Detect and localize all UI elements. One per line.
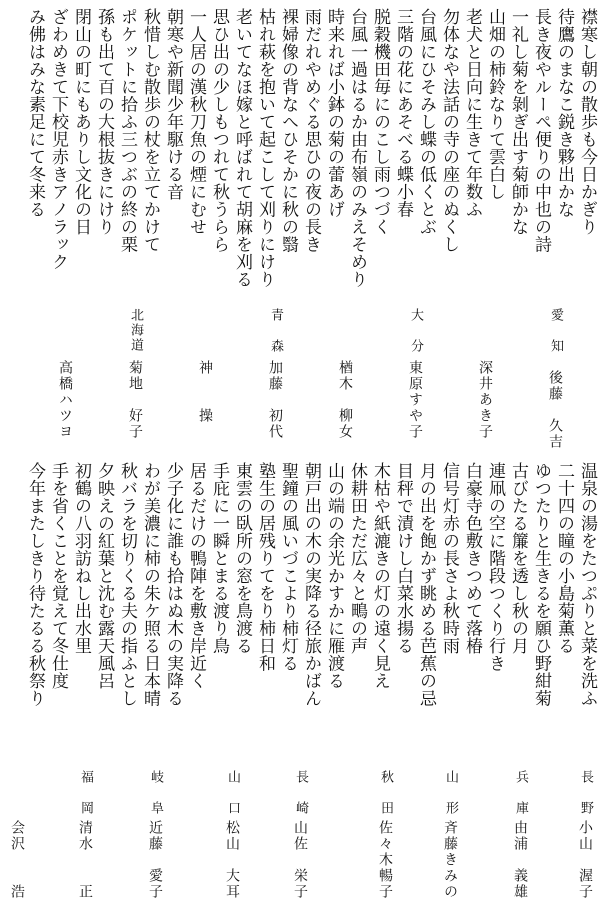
haiku-line: 老いてなほ嫁と呼ばれて胡麻を刈る (232, 8, 252, 288)
author-prefecture: 長野 (578, 770, 593, 832)
haiku-line: 初鶴の八羽訪ねし出水里 (71, 462, 91, 655)
haiku-line: 山畑の柿鈴なりて雲白し (485, 8, 505, 201)
haiku-line: 白豪寺色敷きつめて落椿 (462, 462, 482, 655)
haiku-line: 襟寒し朝の散歩も今日かぎり (577, 8, 597, 236)
author-name: 深井あき子 (477, 360, 493, 440)
haiku-line: 信号灯赤の長さよ秋時雨 (439, 462, 459, 655)
haiku-line: 老犬と日向に生きて年数ふ (462, 8, 482, 218)
author-prefecture: 福岡 (78, 770, 93, 832)
author-name: 東原すや子 (407, 360, 423, 440)
upper-haiku-block (0, 8, 600, 448)
haiku-line: 秋惜しむ散歩の杖を立てかけて (140, 8, 160, 253)
author-prefecture: 北海道 (128, 308, 143, 353)
haiku-line: 時来れば小鉢の菊の蕾あげ (324, 8, 344, 218)
haiku-line: 居るだけの鴨陣を敷き岸近く (186, 462, 206, 690)
haiku-line: 山の端の余光かすかに雁渡る (324, 462, 344, 690)
haiku-line: 古びたる簾を透し秋の月 (508, 462, 528, 655)
haiku-line: 聖鐘の風いづこより柿灯る (278, 462, 298, 672)
haiku-line: 夕映えの紅葉と沈む露天風呂 (94, 462, 114, 690)
author-name: 斉藤きみの (442, 820, 458, 900)
author-name: 神 操 (197, 360, 213, 424)
haiku-line: 連凧の空に階段つくり行き (485, 462, 505, 672)
author-name: 菊地 好子 (127, 360, 143, 440)
haiku-line: ざわめきて下校児赤きアノラック (48, 8, 68, 271)
haiku-line: み佛はみな素足にて冬来る (25, 8, 45, 218)
haiku-line: 温泉の湯をたつぷりと菜を洗ふ (577, 462, 597, 707)
haiku-line: 三階の花にあそべる蝶小春 (393, 8, 413, 218)
haiku-line: 手を省くことを覚えて冬仕度 (48, 462, 68, 690)
author-prefecture: 岐阜 (148, 770, 163, 832)
author-name: 近藤 愛子 (147, 820, 163, 900)
author-prefecture: 愛知 (548, 308, 563, 370)
haiku-line: 二十四の瞳の小島菊薫る (554, 462, 574, 655)
haiku-line: 脱穀機田毎にのこし雨つづく (370, 8, 390, 236)
author-name: 楢木 柳女 (337, 360, 353, 440)
haiku-line: 待鷹のまなこ鋭き夥出かな (554, 8, 574, 218)
author-prefecture: 山形 (443, 770, 458, 832)
author-name: 会沢 浩 (9, 820, 25, 900)
author-name: 松山 大耳 (224, 820, 240, 900)
haiku-line: 一礼し菊を剝ぎ出す菊師かな (508, 8, 528, 236)
haiku-line: 少子化に誰も拾はぬ木の実降る (163, 462, 183, 707)
author-name: 山佐 栄子 (292, 820, 308, 900)
haiku-line: 目秤で漬けし白菜水揚る (393, 462, 413, 655)
haiku-line: 塾生の居残りてをり柿日和 (255, 462, 275, 672)
haiku-line: 雨だれやめぐる思ひの夜の長き (301, 8, 321, 253)
haiku-line: 勿体なや法話の寺の座のぬくし (439, 8, 459, 253)
author-name: 後藤 久吉 (547, 370, 563, 450)
author-name: 小山 渥子 (577, 820, 593, 900)
author-name: 高橋ハツヨ (57, 360, 73, 440)
author-name: 加藤 初代 (267, 360, 283, 440)
lower-haiku-block (0, 462, 600, 912)
haiku-line: わが美濃に柿の朱ケ照る日本晴 (140, 462, 160, 707)
haiku-line: 一人居の漢秋刀魚の煙にむせ (186, 8, 206, 236)
haiku-line: 手庇に一瞬とまる渡り鳥 (209, 462, 229, 655)
haiku-line: 休耕田ただ広々と鴫の声 (347, 462, 367, 655)
author-prefecture: 大分 (408, 308, 423, 370)
haiku-line: 朝戸出の木の実降る径旅かばん (301, 462, 321, 707)
author-name: 佐々木暢子 (377, 820, 393, 900)
author-prefecture: 長崎 (293, 770, 308, 832)
haiku-line: 思ひ出の少しもつれて秋うらら (209, 8, 229, 253)
haiku-line: 木枯や紙漉きの灯の遠く見え (370, 462, 390, 690)
haiku-line: 今年またしきり待たるる秋祭り (25, 462, 45, 707)
haiku-line: 東雲の臥所の窓を鳥渡る (232, 462, 252, 655)
haiku-line: 閉山の町にもありし文化の日 (71, 8, 91, 236)
author-prefecture: 山口 (225, 770, 240, 832)
haiku-line: 秋バラを切りくる夫の指ふとし (117, 462, 137, 707)
author-prefecture: 青森 (268, 308, 283, 370)
author-name: 清水 正 (77, 820, 93, 900)
haiku-line: 台風にひそみし蝶の低くとぶ (416, 8, 436, 236)
author-prefecture: 秋田 (378, 770, 393, 832)
haiku-line: 枯れ萩を抱いて起こして刈りにけり (255, 8, 275, 288)
author-name: 由浦 義雄 (512, 820, 528, 900)
haiku-line: 長き夜やルーペ便りの中也の詩 (531, 8, 551, 253)
haiku-line: 台風一過はるか由布嶺のみえそめり (347, 8, 367, 288)
haiku-line: 孫も出て百の大根抜きにけり (94, 8, 114, 236)
author-prefecture: 兵庫 (513, 770, 528, 832)
haiku-line: ゆつたりと生きるを願ひ野紺菊 (531, 462, 551, 707)
haiku-line: 裸婦像の背なへひそかに秋の翳 (278, 8, 298, 253)
haiku-line: 月の出を飽かず眺める芭蕉の忌 (416, 462, 436, 707)
haiku-line: ポケットに拾ふ三つぶの終の栗 (117, 8, 137, 253)
haiku-line: 朝寒や新聞少年駆ける音 (163, 8, 183, 201)
